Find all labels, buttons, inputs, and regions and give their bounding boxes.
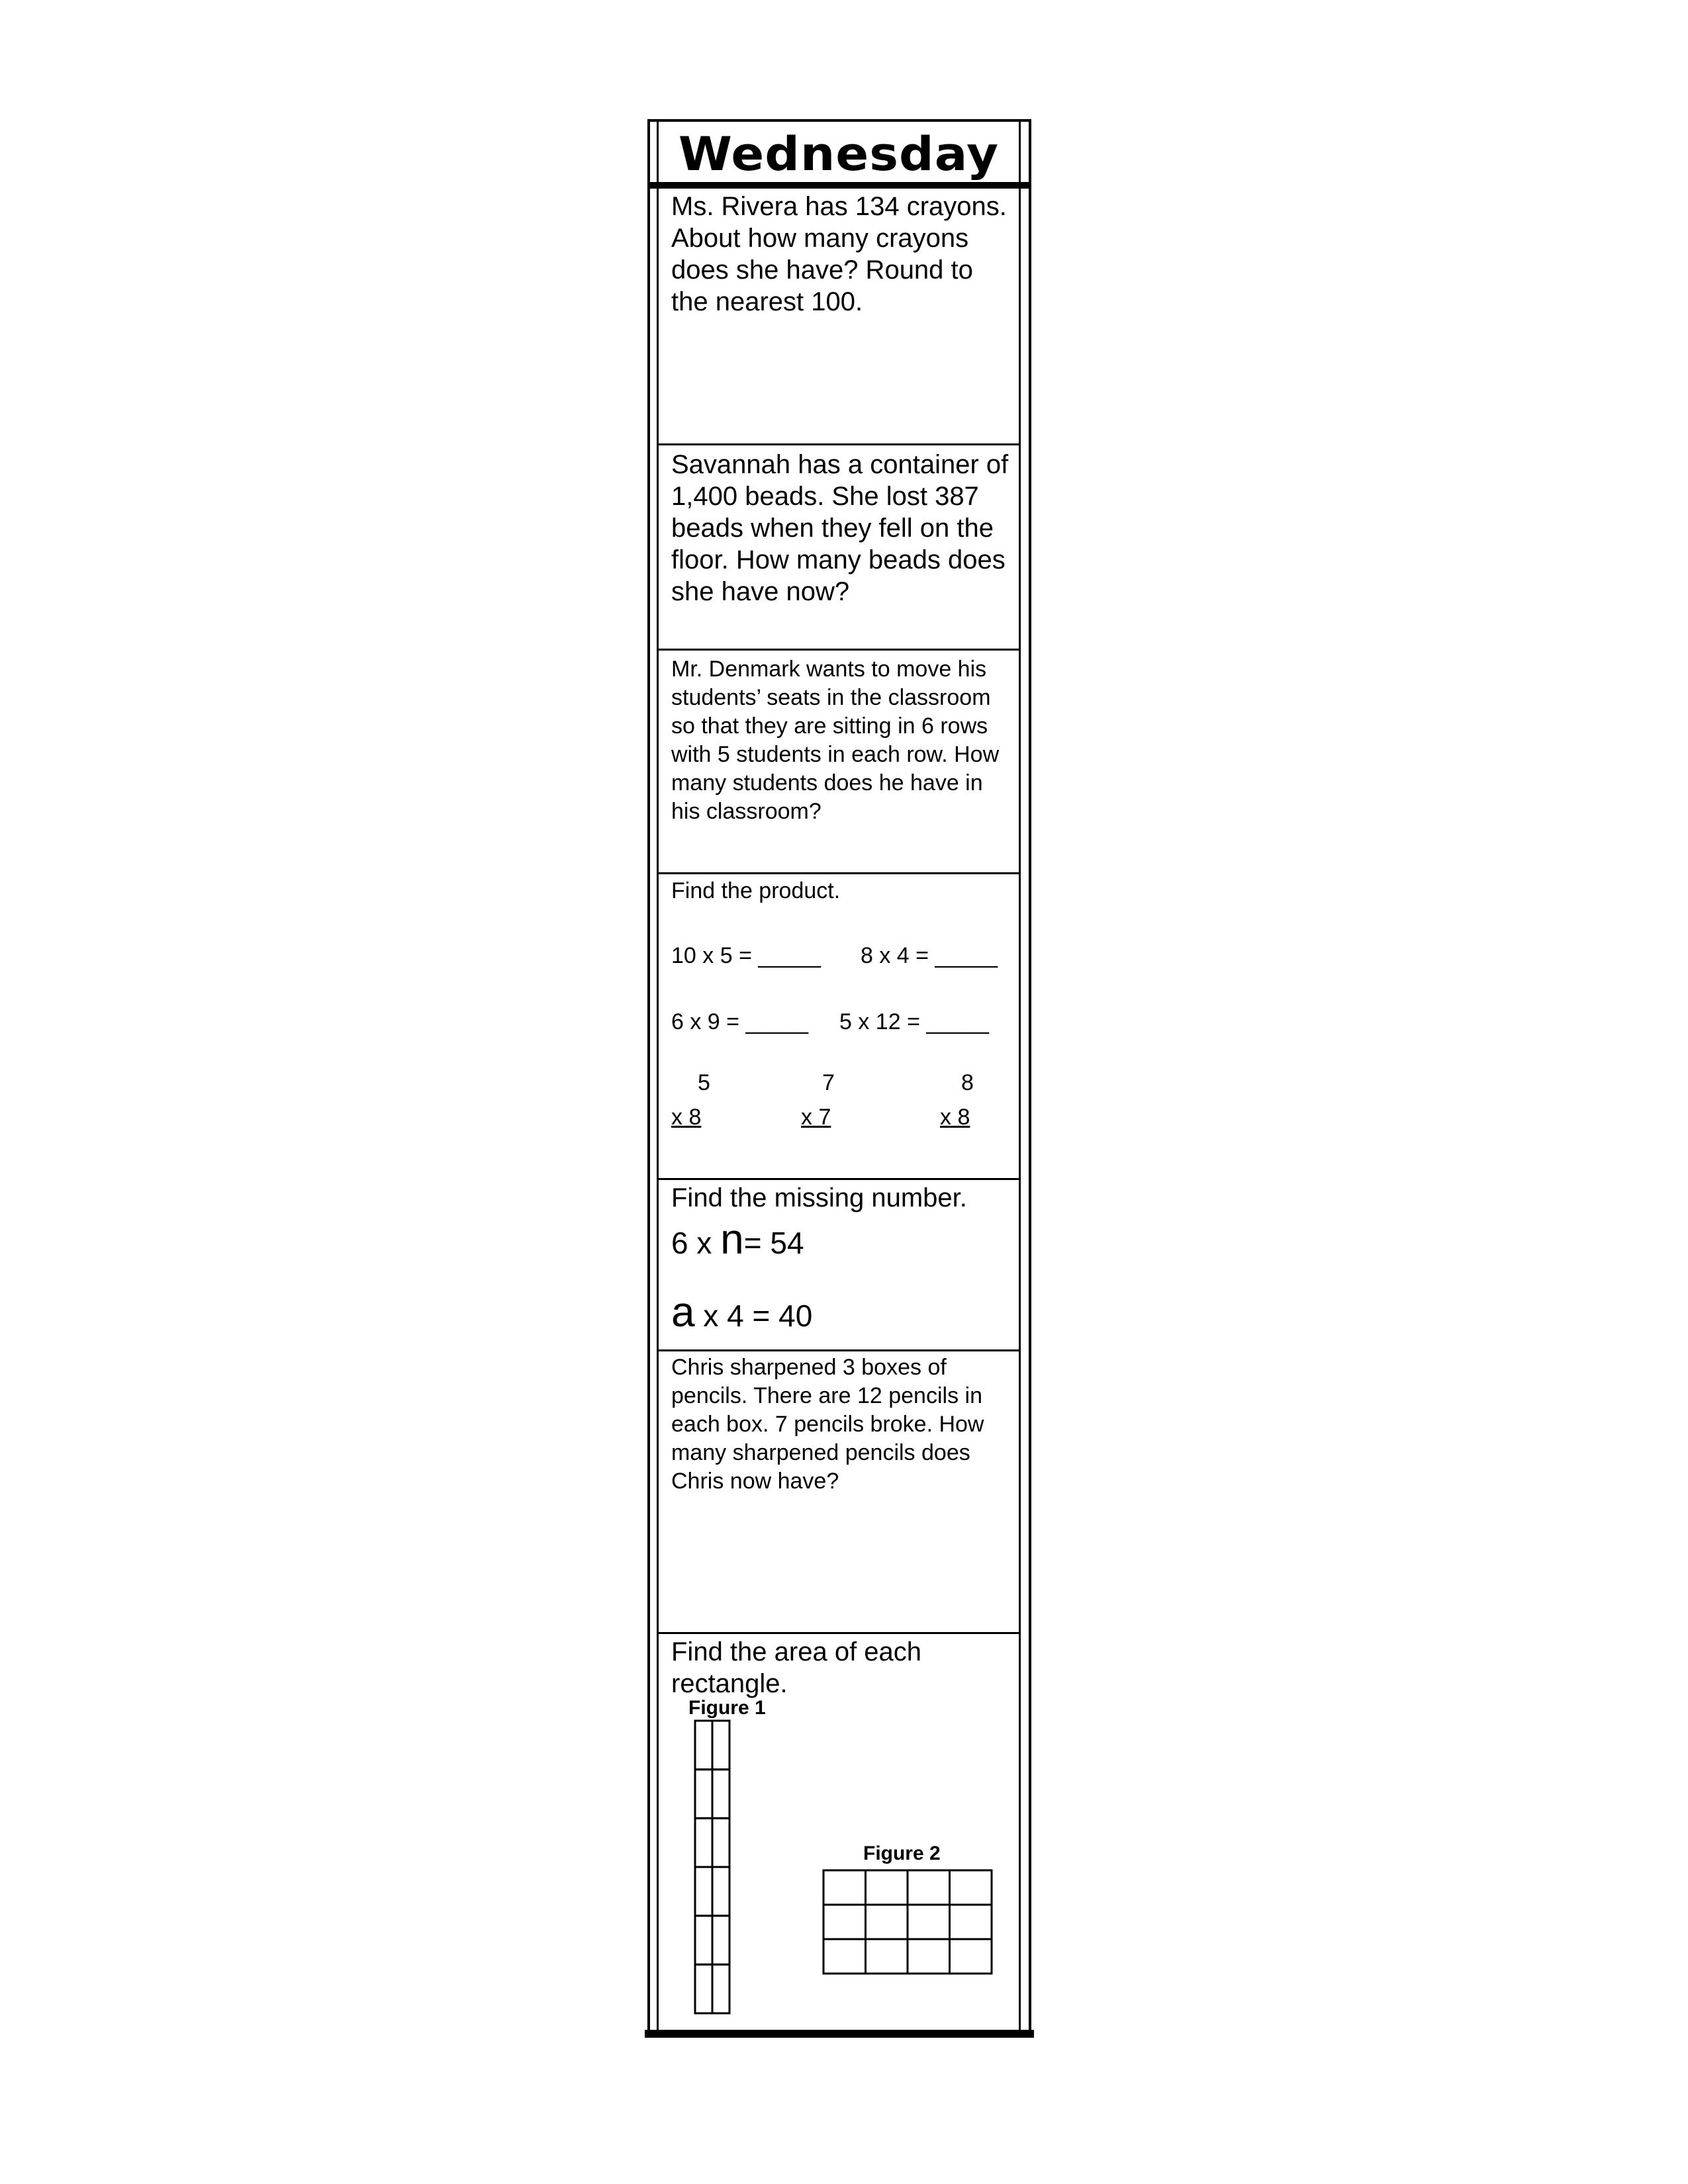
grid-cell xyxy=(695,1770,712,1819)
grid-cell xyxy=(908,1905,950,1939)
grid-cell xyxy=(695,1818,712,1867)
question-beads-text: Savannah has a container of 1,400 beads. She lost 387 beads when they fell on the floor. How many beads does she have now? xyxy=(671,450,1009,606)
section-divider xyxy=(657,1349,1021,1351)
question-product xyxy=(671,878,1015,1169)
grid-cell xyxy=(712,1818,729,1867)
equation-part: = 54 xyxy=(743,1226,804,1260)
vertical-problem-top: 8 xyxy=(961,1070,974,1095)
missing-number-equation xyxy=(671,1288,813,1336)
question-seats xyxy=(671,655,1015,826)
question-area xyxy=(671,1636,1015,2026)
figure-2-label: Figure 2 xyxy=(863,1843,941,1864)
grid-cell xyxy=(695,1964,712,2013)
figure-1-grid xyxy=(694,1719,731,2015)
grid-cell xyxy=(950,1870,992,1905)
day-title: Wednesday xyxy=(678,127,1000,181)
question-rounding-text: Ms. Rivera has 134 crayons. About how many crayons does she have? Round to the nearest 100. xyxy=(671,192,1007,316)
vertical-problem-bottom: x 8 xyxy=(671,1105,702,1130)
section-divider xyxy=(657,649,1021,651)
grid-cell xyxy=(823,1870,866,1905)
grid-cell xyxy=(712,1770,729,1819)
question-seats-text: Mr. Denmark wants to move his students’ seats in the classroom so that they are sitting in 6 rows with 5 students in each row. How many students does he have in his classroom? xyxy=(671,657,1000,824)
frame-bottom-border xyxy=(645,2030,1034,2038)
grid-cell xyxy=(712,1867,729,1916)
section-divider xyxy=(657,1632,1021,1634)
section-divider xyxy=(657,1178,1021,1180)
grid-cell xyxy=(866,1870,908,1905)
equation-part: 6 x xyxy=(671,1226,721,1260)
grid-cell xyxy=(950,1905,992,1939)
frame-right-border xyxy=(1029,119,1031,2035)
vertical-problem-top: 5 xyxy=(698,1070,710,1095)
product-prompt: Find the product. xyxy=(671,878,841,903)
area-prompt: Find the area of each rectangle. xyxy=(671,1637,922,1698)
grid-cell xyxy=(695,1721,712,1770)
vertical-problem-bottom: x 7 xyxy=(801,1105,831,1130)
grid-cell xyxy=(823,1905,866,1939)
question-beads xyxy=(671,449,1015,608)
grid-cell xyxy=(950,1939,992,1974)
variable-n: n xyxy=(720,1215,744,1263)
question-rounding xyxy=(671,191,1015,318)
grid-cell xyxy=(908,1939,950,1974)
question-pencils-text: Chris sharpened 3 boxes of pencils. There are 12 pencils in each box. 7 pencils broke. How many sharpened pencils does Chris now have? xyxy=(671,1355,984,1494)
figure-2-grid xyxy=(822,1869,993,1975)
grid-cell xyxy=(712,1916,729,1965)
variable-a: a xyxy=(671,1288,695,1336)
product-equation: 10 x 5 = _____ xyxy=(671,943,821,968)
product-equation: 8 x 4 = _____ xyxy=(861,943,998,968)
inner-left-border xyxy=(657,119,659,2035)
grid-cell xyxy=(712,1964,729,2013)
grid-cell xyxy=(866,1939,908,1974)
missing-number-equation xyxy=(671,1215,804,1263)
title-divider xyxy=(647,182,1031,189)
equation-part: x 4 = 40 xyxy=(694,1298,813,1333)
question-missing-number xyxy=(671,1182,1015,1347)
product-equation: 6 x 9 = _____ xyxy=(671,1009,809,1034)
missing-number-prompt: Find the missing number. xyxy=(671,1183,967,1212)
figure-1-label: Figure 1 xyxy=(688,1697,766,1719)
vertical-problem-bottom: x 8 xyxy=(940,1105,970,1130)
inner-right-border xyxy=(1019,119,1021,2035)
grid-cell xyxy=(823,1939,866,1974)
worksheet-strip xyxy=(647,119,1031,2035)
grid-cell xyxy=(695,1916,712,1965)
section-divider xyxy=(657,872,1021,874)
question-pencils xyxy=(671,1353,1015,1496)
grid-cell xyxy=(712,1721,729,1770)
grid-cell xyxy=(695,1867,712,1916)
frame-top-border xyxy=(647,119,1031,122)
grid-cell xyxy=(866,1905,908,1939)
section-divider xyxy=(657,443,1021,445)
product-equation: 5 x 12 = _____ xyxy=(839,1009,989,1034)
frame-left-border xyxy=(647,119,650,2035)
grid-cell xyxy=(908,1870,950,1905)
vertical-problem-top: 7 xyxy=(822,1070,835,1095)
